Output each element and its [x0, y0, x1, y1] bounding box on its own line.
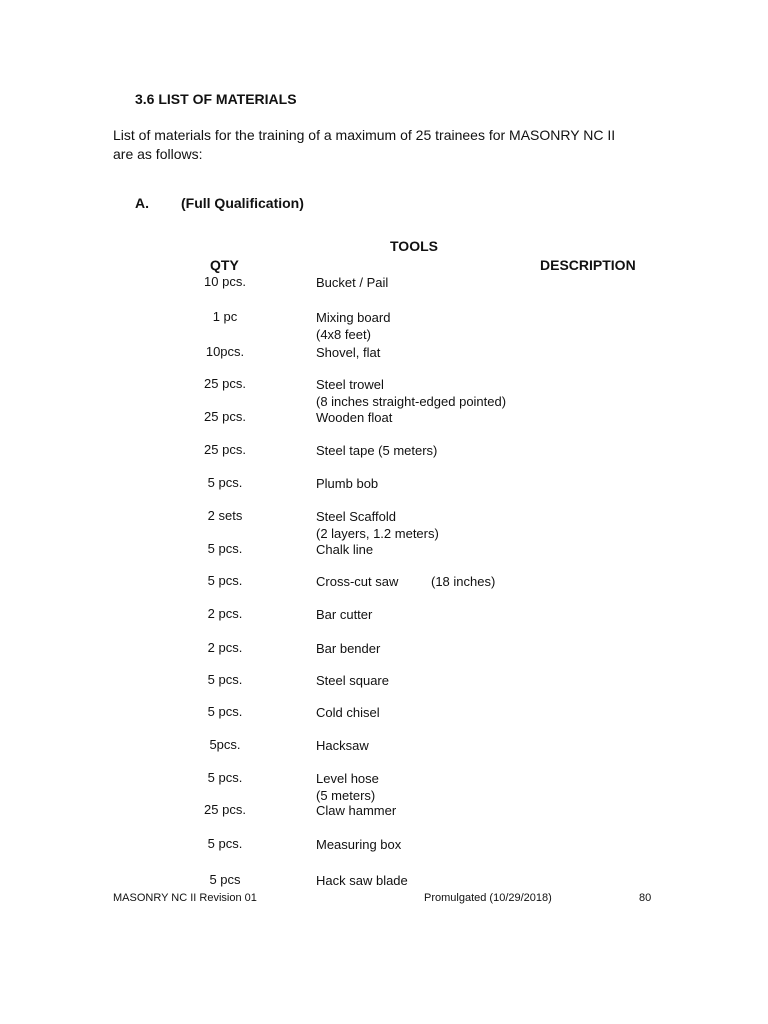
table-row-qty: 25 pcs.: [204, 802, 246, 817]
section-title: 3.6 LIST OF MATERIALS: [135, 91, 297, 107]
table-row-description: Cross-cut saw: [316, 574, 399, 589]
footer-center: Promulgated (10/29/2018): [424, 892, 552, 904]
table-row-qty: 5 pcs.: [207, 541, 243, 556]
table-row-qty: 5 pcs.: [207, 573, 243, 588]
table-row-qty: 2 pcs.: [207, 606, 243, 621]
table-row-qty: 2 sets: [207, 508, 243, 523]
table-row-description: Level hose: [316, 771, 379, 786]
table-row-description: Bar bender: [316, 641, 381, 656]
table-row-description: Bucket / Pail: [316, 275, 389, 290]
table-row-description: Hacksaw: [316, 738, 369, 753]
table-row-qty: 2 pcs.: [207, 640, 243, 655]
table-row-description: Steel square: [316, 673, 389, 688]
part-title: (Full Qualification): [181, 195, 304, 211]
part-letter: A.: [135, 195, 149, 211]
table-row-description-detail: (8 inches straight-edged pointed): [316, 394, 507, 409]
table-row-description: Cold chisel: [316, 705, 380, 720]
column-header-description: DESCRIPTION: [540, 257, 636, 273]
table-row-qty: 5 pcs.: [207, 836, 243, 851]
table-row-description: Plumb bob: [316, 476, 379, 491]
table-row-description: Chalk line: [316, 542, 374, 557]
intro-line-1: List of materials for the training of a maximum of 25 trainees for MASONRY NC II: [113, 127, 616, 143]
table-row-qty: 25 pcs.: [204, 376, 246, 391]
table-row-qty: 5 pcs.: [207, 770, 243, 785]
column-header-qty: QTY: [210, 257, 239, 273]
table-row-description: Shovel, flat: [316, 345, 381, 360]
intro-line-2: are as follows:: [113, 146, 203, 162]
table-row-qty: 5 pcs: [209, 872, 241, 887]
table-row-description: Bar cutter: [316, 607, 373, 622]
page-number: 80: [639, 892, 652, 904]
table-row-description: Steel Scaffold: [316, 509, 396, 524]
table-row-description: Hack saw blade: [316, 873, 408, 888]
table-row-description: Steel tape (5 meters): [316, 443, 438, 458]
table-row-qty: 1 pc: [212, 309, 238, 324]
table-row-qty: 25 pcs.: [204, 409, 246, 424]
table-row-qty: 5 pcs.: [207, 704, 243, 719]
table-row-description: Steel trowel: [316, 377, 384, 392]
table-row-qty: 5 pcs.: [207, 475, 243, 490]
table-row-description-detail: (2 layers, 1.2 meters): [316, 526, 439, 541]
table-row-qty: 25 pcs.: [204, 442, 246, 457]
table-row-description: Claw hammer: [316, 803, 397, 818]
table-title: TOOLS: [390, 238, 438, 254]
table-row-description: Mixing board: [316, 310, 391, 325]
table-row-description-detail: (4x8 feet): [316, 327, 371, 342]
table-row-description: Wooden float: [316, 410, 393, 425]
table-row-qty: 5pcs.: [209, 737, 241, 752]
table-row-qty: 10pcs.: [205, 344, 245, 359]
table-row-description: Measuring box: [316, 837, 402, 852]
table-row-qty: 5 pcs.: [207, 672, 243, 687]
table-row-description-detail: (5 meters): [316, 788, 376, 803]
table-row-note: (18 inches): [431, 574, 496, 589]
footer-left: MASONRY NC II Revision 01: [113, 892, 257, 904]
table-row-qty: 10 pcs.: [204, 274, 246, 289]
